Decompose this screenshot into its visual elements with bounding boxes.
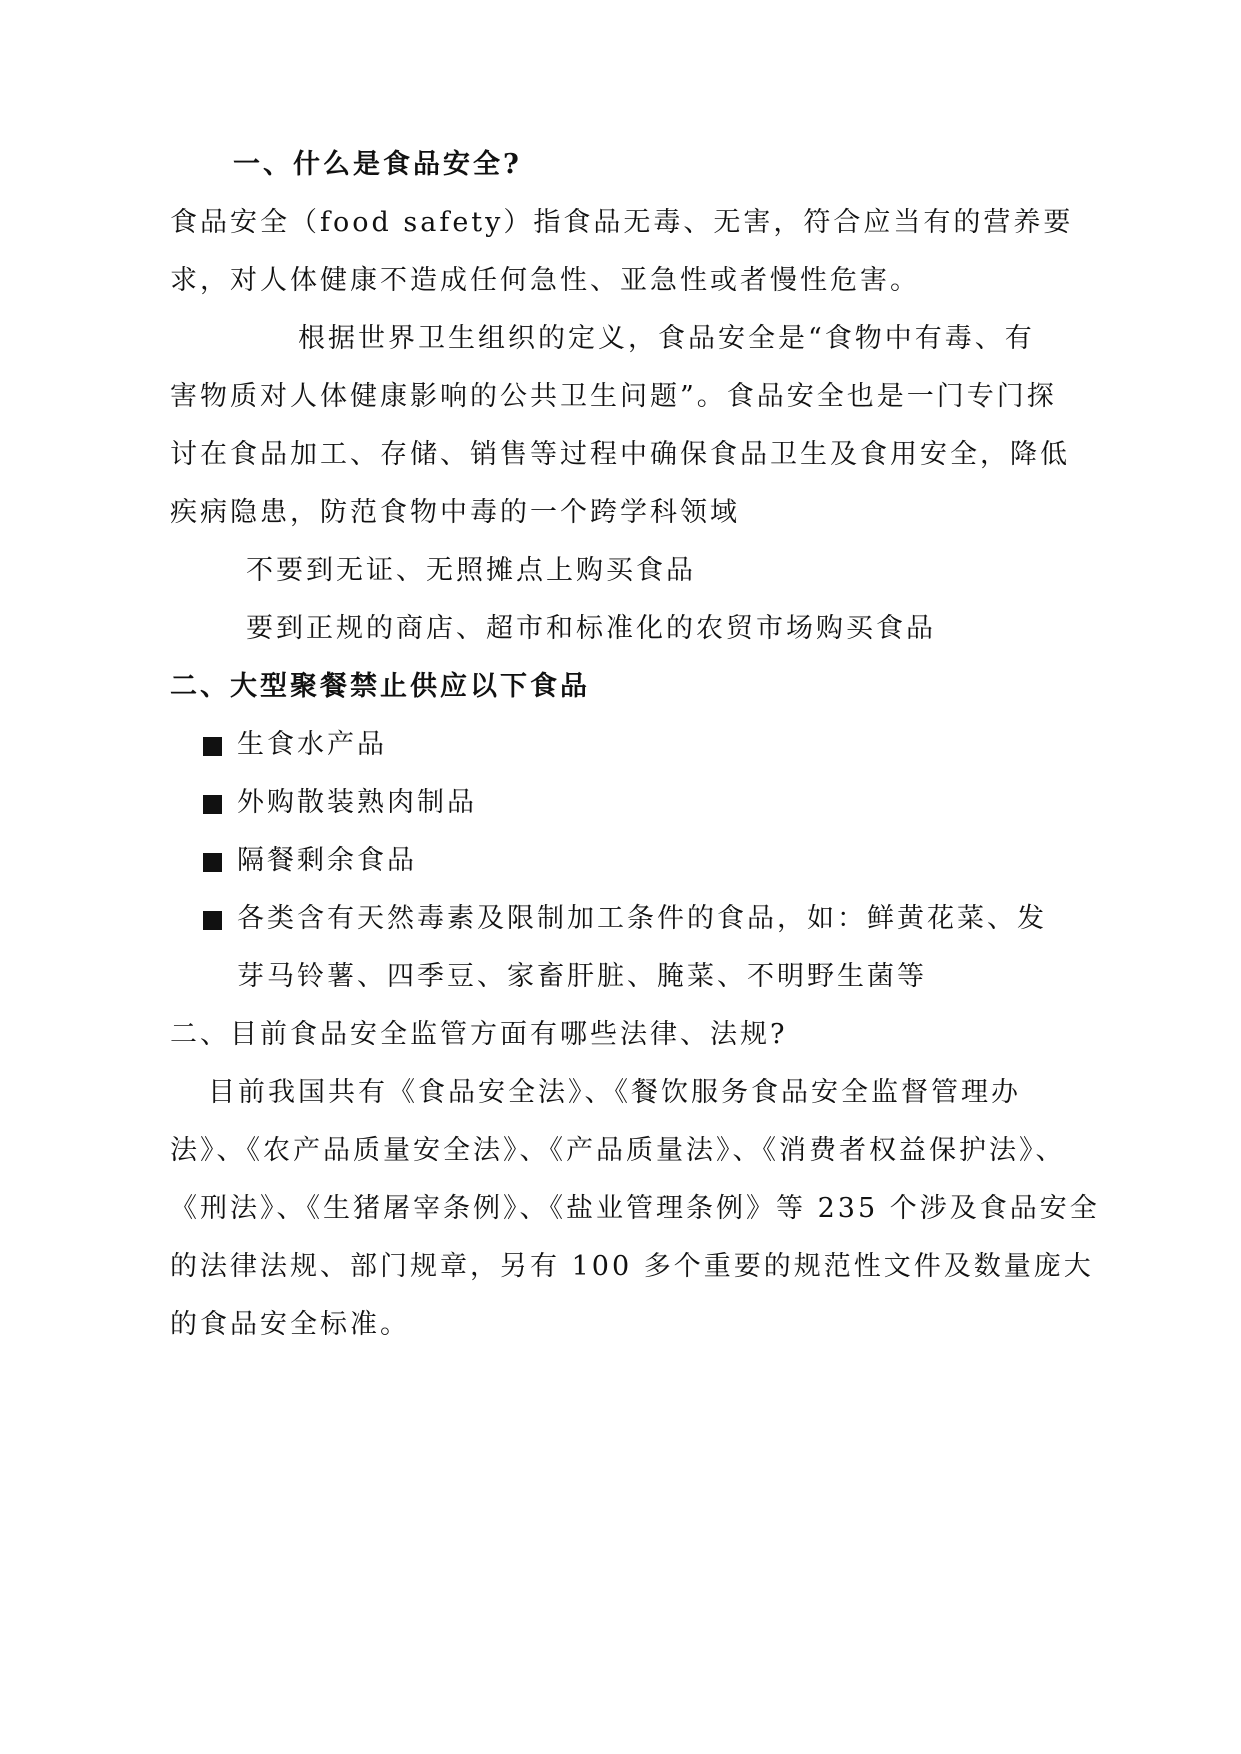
paragraph-line: 《刑法》、《生猪屠宰条例》、《盐业管理条例》等 235 个涉及食品安全 bbox=[170, 1193, 1100, 1224]
paragraph-line: 疾病隐患，防范食物中毒的一个跨学科领域 bbox=[170, 497, 740, 528]
list-item: 各类含有天然毒素及限制加工条件的食品，如：鲜黄花菜、发 bbox=[237, 903, 1047, 934]
tip-line: 不要到无证、无照摊点上购买食品 bbox=[246, 555, 696, 586]
paragraph-line: 求，对人体健康不造成任何急性、亚急性或者慢性危害。 bbox=[170, 265, 920, 296]
paragraph-line: 食品安全（food safety）指食品无毒、无害，符合应当有的营养要 bbox=[170, 207, 1074, 238]
paragraph-line: 的食品安全标准。 bbox=[170, 1309, 410, 1340]
paragraph-line: 根据世界卫生组织的定义，食品安全是“食物中有毒、有 bbox=[298, 323, 1035, 354]
list-item: 生食水产品 bbox=[237, 729, 387, 760]
section-heading-laws-regulations: 二、目前食品安全监管方面有哪些法律、法规? bbox=[170, 1019, 788, 1050]
paragraph-line: 法》、《农产品质量安全法》、《产品质量法》、《消费者权益保护法》、 bbox=[170, 1135, 1066, 1166]
section-heading-banned-foods: 二、大型聚餐禁止供应以下食品 bbox=[170, 671, 590, 702]
paragraph-line: 讨在食品加工、存储、销售等过程中确保食品卫生及食用安全，降低 bbox=[170, 439, 1070, 470]
list-item: 隔餐剩余食品 bbox=[237, 845, 417, 876]
list-item-continuation: 芽马铃薯、四季豆、家畜肝脏、腌菜、不明野生菌等 bbox=[237, 961, 927, 992]
tip-line: 要到正规的商店、超市和标准化的农贸市场购买食品 bbox=[246, 613, 936, 644]
paragraph-line: 目前我国共有《食品安全法》、《餐饮服务食品安全监督管理办 bbox=[208, 1077, 1021, 1108]
square-bullet-icon bbox=[203, 795, 222, 814]
square-bullet-icon bbox=[203, 853, 222, 872]
square-bullet-icon bbox=[203, 737, 222, 756]
list-item: 外购散装熟肉制品 bbox=[237, 787, 477, 818]
square-bullet-icon bbox=[203, 911, 222, 930]
paragraph-line: 害物质对人体健康影响的公共卫生问题”。食品安全也是一门专门探 bbox=[170, 381, 1057, 412]
paragraph-line: 的法律法规、部门规章，另有 100 多个重要的规范性文件及数量庞大 bbox=[170, 1251, 1094, 1282]
section-heading-what-is-food-safety: 一、什么是食品安全? bbox=[233, 149, 522, 180]
